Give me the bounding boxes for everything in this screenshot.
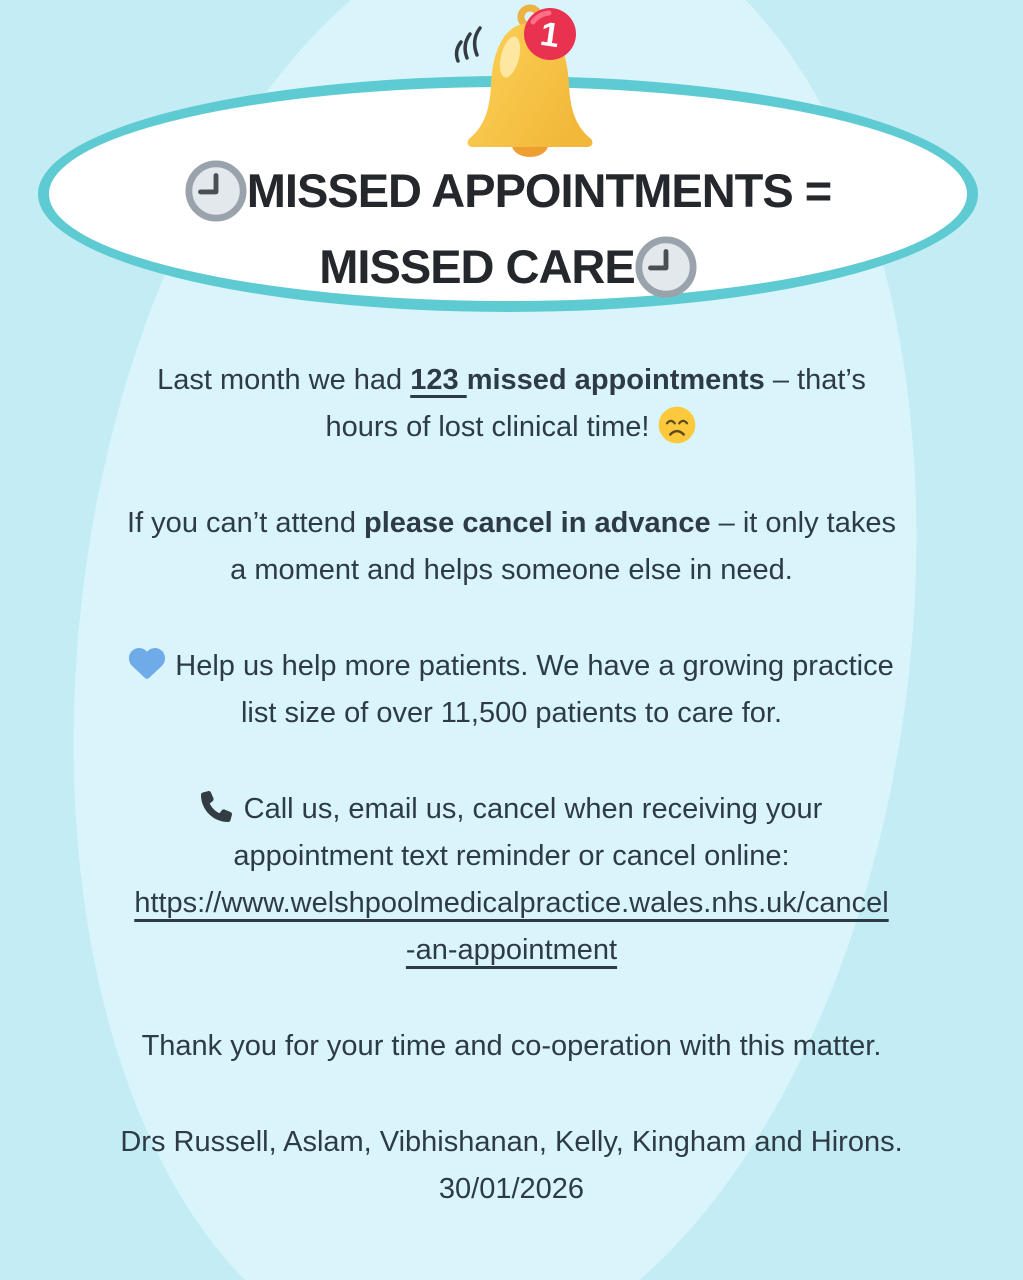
cancel-link-line2[interactable]: -an-appointment <box>405 934 618 966</box>
p1-bold: missed appointments <box>466 364 765 396</box>
p3-line2: list size of over 11,500 patients to care for. <box>240 697 783 729</box>
p2-line2: a moment and helps someone else in need. <box>230 554 793 586</box>
p1-lead: Last month we had <box>157 364 411 396</box>
p2-tail: – it only takes <box>710 507 896 539</box>
page-title-line2: MISSED CARE <box>319 240 635 293</box>
p1-tail: – that’s <box>764 364 866 396</box>
clock-icon <box>185 160 247 222</box>
paragraph-missed-stats <box>0 357 1023 451</box>
p4-line1: Call us, email us, cancel when receiving your <box>243 793 823 825</box>
p4-line2: appointment text reminder or cancel online: <box>233 840 790 872</box>
vibration-lines <box>457 28 480 61</box>
poster-body <box>0 357 1023 1262</box>
page-title-line1: MISSED APPOINTMENTS = <box>246 164 832 217</box>
title-line-2 <box>319 229 696 305</box>
paragraph-signoff <box>0 1119 1023 1213</box>
paragraph-thanks: Thank you for your time and co-operation with this matter. <box>141 1030 882 1062</box>
title-line-1 <box>185 153 831 229</box>
phone-icon <box>201 791 232 822</box>
disappointed-face-icon <box>657 405 697 445</box>
cancel-appointment-link[interactable] <box>134 887 888 966</box>
blue-heart-icon <box>129 645 165 681</box>
paragraph-contact <box>0 786 1023 974</box>
bell-icon <box>430 0 625 158</box>
signoff-doctors: Drs Russell, Aslam, Vibhishanan, Kelly, Kingham and Hirons. <box>120 1126 903 1158</box>
p2-bold: please cancel in advance <box>364 507 711 539</box>
bell-notification-icon <box>430 0 625 163</box>
paragraph-help-patients <box>0 643 1023 737</box>
p1-stat-count: 123 <box>410 364 467 396</box>
p3-line1: Help us help more patients. We have a growing practice <box>175 650 894 682</box>
clock-icon <box>635 236 697 298</box>
cancel-link-line1[interactable]: https://www.welshpoolmedicalpractice.wales.nhs.uk/cancel <box>134 887 889 919</box>
paragraph-cancel-advance <box>0 500 1023 594</box>
p1-line2: hours of lost clinical time! <box>325 411 650 443</box>
badge-count: 1 <box>537 14 562 56</box>
notification-badge <box>524 8 576 60</box>
p2-lead: If you can’t attend <box>127 507 364 539</box>
signoff-date: 30/01/2026 <box>438 1173 585 1205</box>
